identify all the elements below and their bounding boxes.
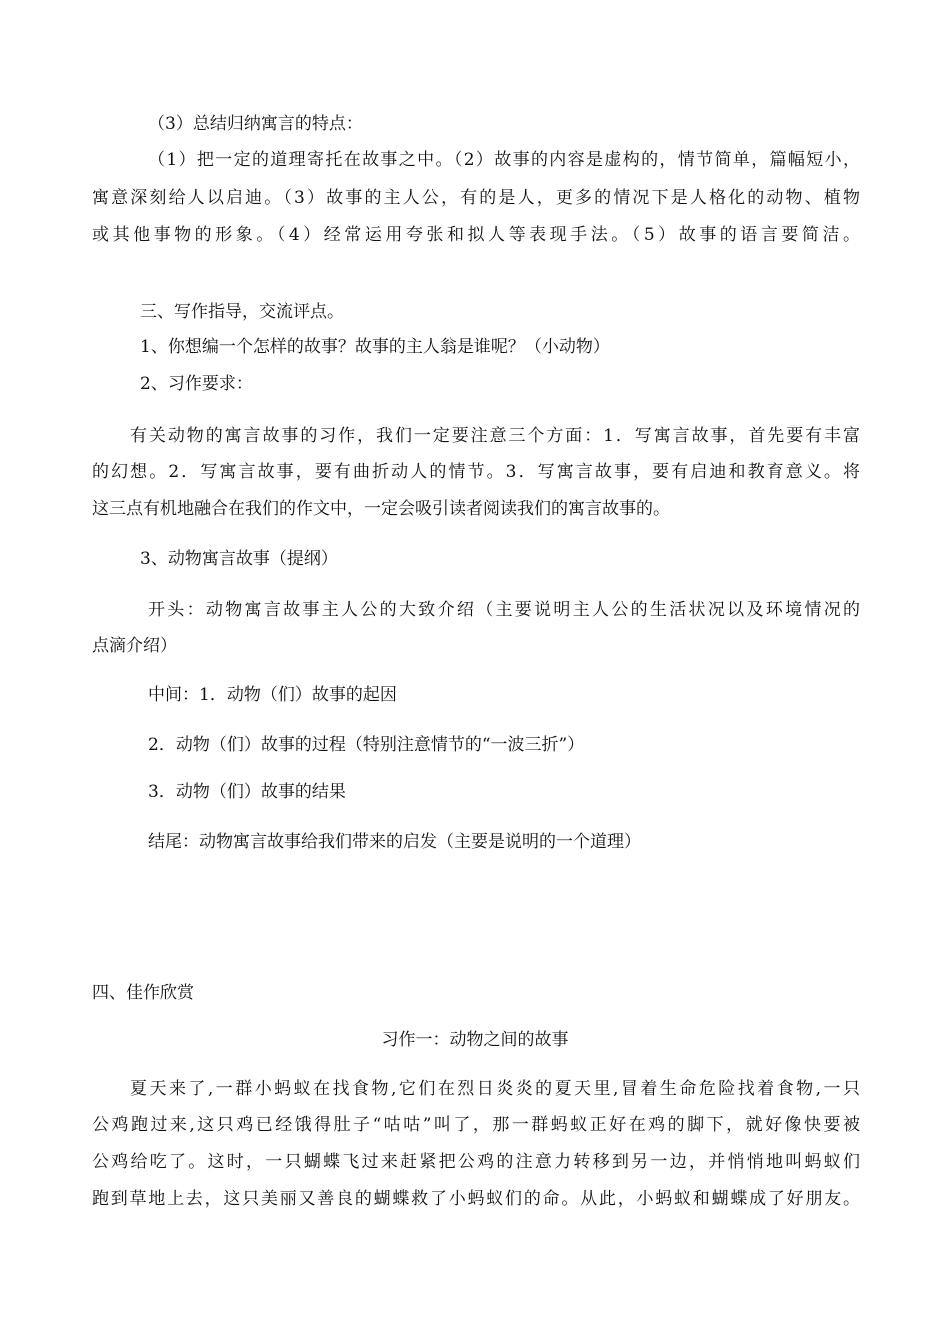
summary-line-2: 寓意深刻给人以启迪。（3）故事的主人公，有的是人，更多的情况下是人格化的动物、植物 <box>92 188 860 208</box>
essay-line-3: 公鸡给吃了。这时，一只蝴蝶飞过来赶紧把公鸡的注意力转移到另一边，并悄悄地叫蚂蚁们 <box>92 1152 860 1172</box>
summary-line-3: 或其他事物的形象。（4）经常运用夸张和拟人等表现手法。（5）故事的语言要简洁。 <box>92 225 860 245</box>
requirements-line-2: 的幻想。2．写寓言故事，要有曲折动人的情节。3．写寓言故事，要有启迪和教育意义。将 <box>92 462 860 482</box>
summary-heading: （3）总结归纳寓言的特点： <box>148 114 363 134</box>
requirements-line-3: 这三点有机地融合在我们的作文中，一定会吸引读者阅读我们的寓言故事的。 <box>92 499 670 519</box>
outline-ending: 结尾：动物寓言故事给我们带来的启发（主要是说明的一个道理） <box>148 832 641 852</box>
section-three-item-2: 2、习作要求： <box>140 374 253 394</box>
summary-line-1: （1）把一定的道理寄托在故事之中。（2）故事的内容是虚构的，情节简单，篇幅短小， <box>148 150 860 170</box>
requirements-line-1: 有关动物的寓言故事的习作，我们一定要注意三个方面：1．写寓言故事，首先要有丰富 <box>130 426 860 446</box>
essay-line-2: 公鸡跑过来,这只鸡已经饿得肚子“咕咕”叫了，那一群蚂蚁正好在鸡的脚下，就好像快要被 <box>92 1115 860 1135</box>
outline-opening-line-1: 开头：动物寓言故事主人公的大致介绍（主要说明主人公的生活状况以及环境情况的 <box>148 600 860 620</box>
essay-title: 习作一：动物之间的故事 <box>381 1030 569 1050</box>
essay-line-4: 跑到草地上去，这只美丽又善良的蝴蝶救了小蚂蚁们的命。从此，小蚂蚁和蝴蝶成了好朋友。 <box>92 1189 860 1209</box>
section-three-item-1: 1、你想编一个怎样的故事？故事的主人翁是谁呢？（小动物） <box>140 337 610 357</box>
outline-middle-3: 3．动物（们）故事的结果 <box>148 782 346 802</box>
section-three-heading: 三、写作指导，交流评点。 <box>140 302 344 322</box>
essay-line-1: 夏天来了,一群小蚂蚁在找食物,它们在烈日炎炎的夏天里,冒着生命危险找着食物,一只 <box>130 1079 860 1099</box>
section-three-item-3: 3、动物寓言故事（提纲） <box>140 549 338 569</box>
outline-middle-2: 2．动物（们）故事的过程（特别注意情节的“一波三折”） <box>148 735 585 755</box>
section-four-heading: 四、佳作欣赏 <box>92 983 194 1003</box>
outline-opening-line-2: 点滴介绍） <box>92 636 177 656</box>
outline-middle-1: 中间：1．动物（们）故事的起因 <box>148 685 397 705</box>
